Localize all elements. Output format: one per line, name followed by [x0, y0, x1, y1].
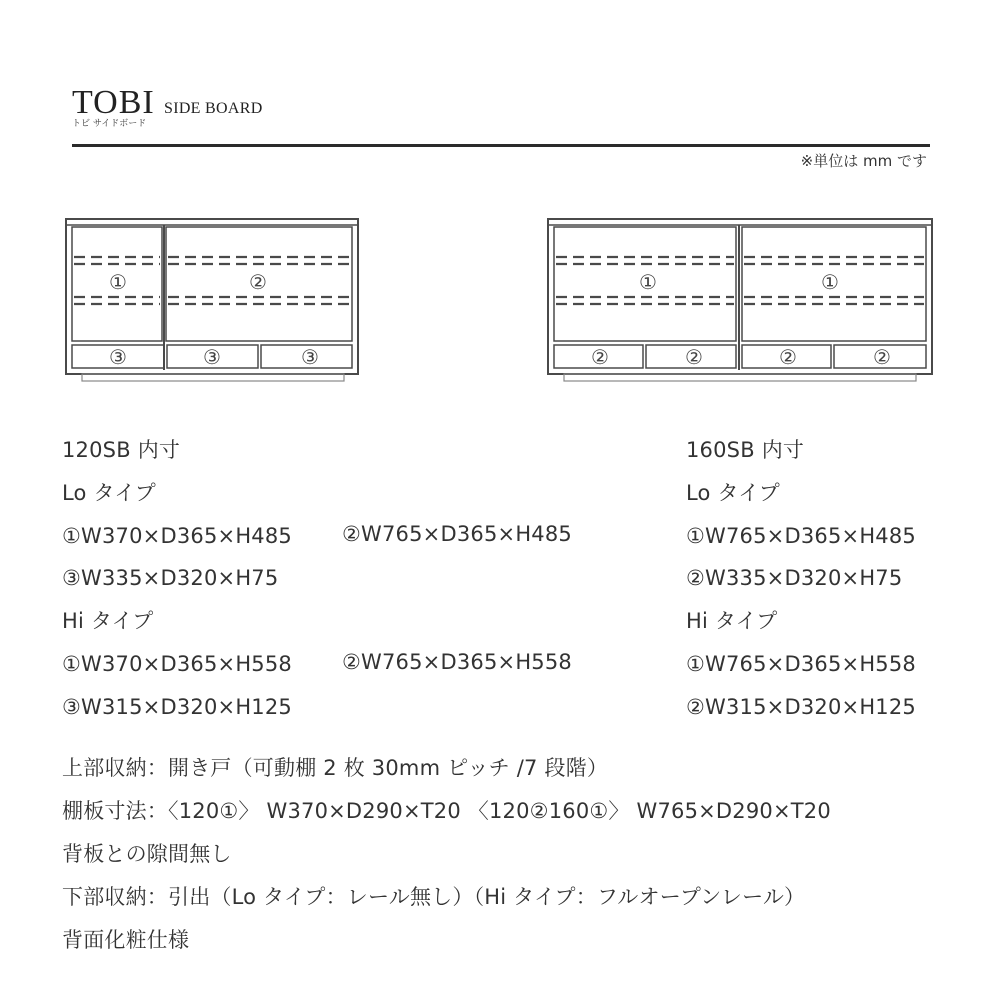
product-kana: トビ サイドボード [72, 119, 147, 129]
drawer-marker-2: ② [779, 345, 797, 369]
spec-120-lo-1: ①W370×D365×H485 [62, 524, 292, 548]
spec-160-hi-1: ①W765×D365×H558 [686, 652, 916, 676]
sideboard-160-drawing [544, 215, 936, 385]
spec-120-lo-2: ②W765×D365×H485 [342, 522, 572, 546]
door-marker-2: ② [249, 270, 267, 294]
note-lower-storage: 下部収納：引出（Lo タイプ：レール無し）（Hi タイプ：フルオープンレール） [62, 885, 806, 909]
sideboard-120-drawing [62, 215, 362, 385]
spec-160-lo-1: ①W765×D365×H485 [686, 524, 916, 548]
spec-120-hi-3: ③W315×D320×H125 [62, 695, 292, 719]
spec-120-lo-3: ③W335×D320×H75 [62, 566, 279, 590]
drawer-marker-3: ③ [203, 345, 221, 369]
note-shelf-dimensions: 棚板寸法：〈120①〉 W370×D290×T20 〈120②160①〉 W765×D290×T20 [62, 799, 831, 823]
spec-120-hi-1: ①W370×D365×H558 [62, 652, 292, 676]
note-back-finish: 背面化粧仕様 [62, 928, 190, 952]
header-rule [72, 144, 930, 147]
unit-note: ※単位は mm です [800, 152, 927, 170]
drawer-marker-2: ② [685, 345, 703, 369]
drawer-marker-2: ② [873, 345, 891, 369]
spec-120-heading: 120SB 内寸 [62, 438, 181, 462]
spec-120-hi-2: ②W765×D365×H558 [342, 650, 572, 674]
note-upper-storage: 上部収納：開き戸（可動棚 2 枚 30mm ピッチ /7 段階） [62, 756, 609, 780]
brand-title: TOBI [72, 84, 155, 121]
spec-160-lo-2: ②W335×D320×H75 [686, 566, 903, 590]
spec-160-lo-label: Lo タイプ [686, 481, 781, 505]
spec-120-hi-label: Hi タイプ [62, 609, 154, 633]
drawer-marker-2: ② [591, 345, 609, 369]
spec-160-hi-2: ②W315×D320×H125 [686, 695, 916, 719]
drawer-marker-3: ③ [301, 345, 319, 369]
spec-160-hi-label: Hi タイプ [686, 609, 778, 633]
drawer-marker-3: ③ [109, 345, 127, 369]
product-subtitle: SIDE BOARD [164, 100, 263, 117]
door-marker-1: ① [821, 270, 839, 294]
door-marker-1: ① [109, 270, 127, 294]
spec-160-heading: 160SB 内寸 [686, 438, 805, 462]
note-back-gap: 背板との隙間無し [62, 842, 232, 866]
spec-120-lo-label: Lo タイプ [62, 481, 157, 505]
door-marker-1: ① [639, 270, 657, 294]
